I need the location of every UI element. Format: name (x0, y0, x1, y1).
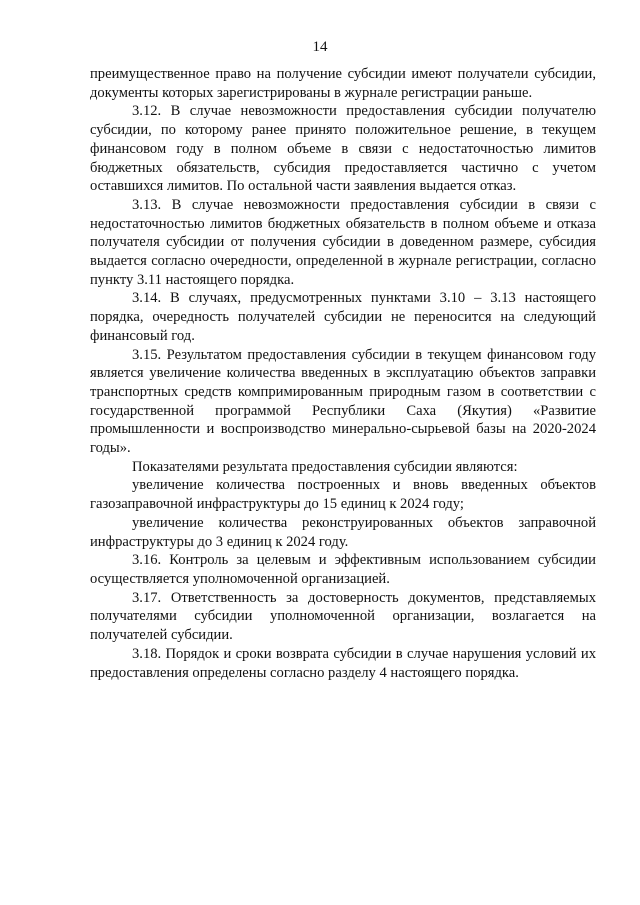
paragraph-continuation: преимущественное право на получение субсидии имеют получатели субсидии, документы которых зарегистрированы в журнале регистрации раньше. (90, 66, 596, 101)
paragraph-3-16: 3.16. Контроль за целевым и эффективным использованием субсидии осуществляется уполномоченной организацией. (90, 552, 596, 587)
paragraph-3-17: 3.17. Ответственность за достоверность документов, представляемых получателями субсидии уполномоченной организации, возлагается на получателей субсидии. (90, 589, 596, 644)
paragraph-3-14: 3.14. В случаях, предусмотренных пунктами 3.10 – 3.13 настоящего порядка, очередность получателей субсидии не переносится на следующий финансовый год. (90, 290, 596, 344)
paragraph-3-15: 3.15. Результатом предоставления субсидии в текущем финансовом году является увеличение количества введенных в эксплуатацию объектов заправки транспортных средств компримированным природным газом в соответствии с государственной программой Республики Саха (Якутия) «Развитие промышленности и воспроизводство минерально-сырьевой базы на 2020-2024 годы». (90, 346, 596, 457)
page-number: 14 (312, 39, 328, 55)
paragraph-3-12: 3.12. В случае невозможности предоставления субсидии получателю субсидии, по которому ранее принято положительное решение, в текущем финансовом году в полном объеме в связи с недостаточностью лимитов бюджетных обязательств, субсидия предоставляется частично с учетом оставшихся лимитов. По остальной части заявления выдается отказ. (90, 103, 596, 195)
paragraph-indicator-1: увеличение количества построенных и вновь введенных объектов газозаправочной инфраструктуры до 15 единиц к 2024 году; (90, 477, 596, 513)
document-body (90, 65, 596, 682)
paragraph-3-18: 3.18. Порядок и сроки возврата субсидии в случае нарушения условий их предоставления определены согласно разделу 4 настоящего порядка. (90, 645, 596, 681)
paragraph-3-13: 3.13. В случае невозможности предоставления субсидии в связи с недостаточностью лимитов бюджетных обязательств в полном объеме и отказа получателя субсидии от получения субсидии в доведенном размере, субсидия выдается согласно очередности, определенной в журнале регистрации, согласно пункту 3.11 настоящего порядка. (90, 196, 596, 288)
paragraph-result-indicators: Показателями результата предоставления субсидии являются: (132, 458, 518, 475)
paragraph-indicator-2: увеличение количества реконструированных объектов заправочной инфраструктуры до 3 единиц к 2024 году. (90, 514, 596, 550)
